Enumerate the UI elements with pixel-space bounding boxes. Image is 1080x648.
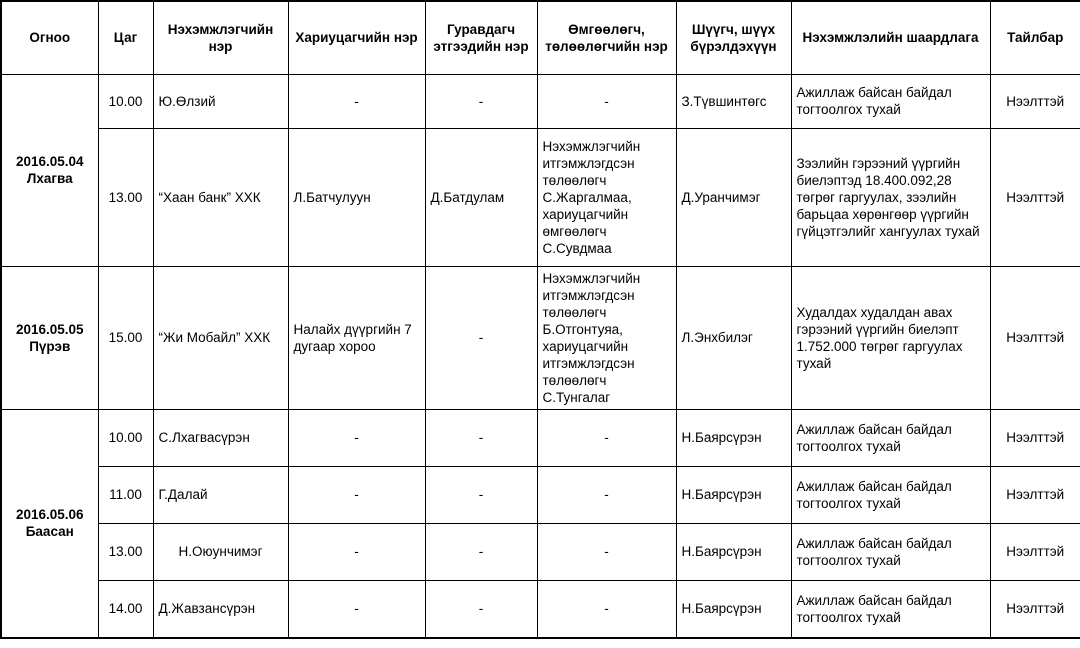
header-judge: Шүүгч, шүүх бүрэлдэхүүн xyxy=(676,1,791,74)
table-row xyxy=(1,128,1080,266)
table-row xyxy=(1,523,1080,580)
date-cell xyxy=(1,409,98,638)
header-plaintiff: Нэхэмжлэгчийн нэр xyxy=(153,1,288,74)
judge-cell: З.Түвшинтөгс xyxy=(676,74,791,128)
header-third-party: Гуравдагч этгээдийн нэр xyxy=(425,1,537,74)
plaintiff-cell: Ю.Өлзий xyxy=(153,74,288,128)
representative-cell: - xyxy=(537,74,676,128)
claim-cell: Ажиллаж байсан байдал тогтоолгох тухай xyxy=(791,74,990,128)
table-row xyxy=(1,580,1080,638)
representative-cell: - xyxy=(537,409,676,466)
judge-cell: Д.Уранчимэг xyxy=(676,128,791,266)
header-representative: Өмгөөлөгч, төлөөлөгчийн нэр xyxy=(537,1,676,74)
third-party-cell: - xyxy=(425,580,537,638)
header-claim: Нэхэмжлэлийн шаардлага xyxy=(791,1,990,74)
plaintiff-cell: “Жи Мобайл” ХХК xyxy=(153,266,288,409)
table-header-row xyxy=(1,1,1080,74)
header-date: Огноо xyxy=(1,1,98,74)
time-cell: 10.00 xyxy=(98,409,153,466)
time-cell: 14.00 xyxy=(98,580,153,638)
table-row xyxy=(1,74,1080,128)
note-cell: Нээлттэй xyxy=(990,409,1080,466)
third-party-cell: Д.Батдулам xyxy=(425,128,537,266)
defendant-cell: Налайх дүүргийн 7 дугаар хороо xyxy=(288,266,425,409)
claim-cell: Зээлийн гэрээний үүргийн биелэптэд 18.400.092,28 төгрөг гаргуулах, зээлийн барьцаа хөрөнгөөр үүргийн гүйцэтгэлийг хангуулах тухай xyxy=(791,128,990,266)
representative-cell: - xyxy=(537,466,676,523)
note-cell: Нээлттэй xyxy=(990,266,1080,409)
claim-cell: Ажиллаж байсан байдал тогтоолгох тухай xyxy=(791,409,990,466)
representative-cell: Нэхэмжлэгчийн итгэмжлэгдсэн төлөөлөгч Б.Отгонтуяа, хариуцагчийн итгэмжлэгдсэн төлөөлөгч С.Тунгалаг xyxy=(537,266,676,409)
time-cell: 10.00 xyxy=(98,74,153,128)
date-text: 2016.05.05 xyxy=(15,321,84,337)
date-cell xyxy=(1,266,98,409)
header-time: Цаг xyxy=(98,1,153,74)
third-party-cell: - xyxy=(425,523,537,580)
weekday-text: Баасан xyxy=(25,524,74,540)
plaintiff-cell: “Хаан банк” ХХК xyxy=(153,128,288,266)
header-defendant: Хариуцагчийн нэр xyxy=(288,1,425,74)
note-cell: Нээлттэй xyxy=(990,74,1080,128)
defendant-cell: Л.Батчулуун xyxy=(288,128,425,266)
table-row xyxy=(1,409,1080,466)
table-row xyxy=(1,466,1080,523)
time-cell: 13.00 xyxy=(98,523,153,580)
date-text: 2016.05.06 xyxy=(15,507,84,523)
note-cell: Нээлттэй xyxy=(990,523,1080,580)
defendant-cell: - xyxy=(288,466,425,523)
defendant-cell: - xyxy=(288,74,425,128)
representative-cell: Нэхэмжлэгчийн итгэмжлэгдсэн төлөөлөгч С.Жаргалмаа, хариуцагчийн өмгөөлөгч С.Сувдмаа xyxy=(537,128,676,266)
note-cell: Нээлттэй xyxy=(990,580,1080,638)
defendant-cell: - xyxy=(288,523,425,580)
judge-cell: Н.Баярсүрэн xyxy=(676,466,791,523)
judge-cell: Л.Энхбилэг xyxy=(676,266,791,409)
plaintiff-cell: Г.Далай xyxy=(153,466,288,523)
time-cell: 15.00 xyxy=(98,266,153,409)
claim-cell: Ажиллаж байсан байдал тогтоолгох тухай xyxy=(791,523,990,580)
time-cell: 11.00 xyxy=(98,466,153,523)
table-row xyxy=(1,266,1080,409)
defendant-cell: - xyxy=(288,409,425,466)
judge-cell: Н.Баярсүрэн xyxy=(676,523,791,580)
date-text: 2016.05.04 xyxy=(15,154,84,169)
plaintiff-cell: Н.Оюунчимэг xyxy=(153,523,288,580)
claim-cell: Ажиллаж байсан байдал тогтоолгох тухай xyxy=(791,466,990,523)
claim-cell: Худалдах худалдан авах гэрээний үүргийн биелэпт 1.752.000 төгрөг гаргуулах тухай xyxy=(791,266,990,409)
third-party-cell: - xyxy=(425,266,537,409)
representative-cell: - xyxy=(537,523,676,580)
date-cell xyxy=(1,74,98,266)
third-party-cell: - xyxy=(425,409,537,466)
representative-cell: - xyxy=(537,580,676,638)
judge-cell: Н.Баярсүрэн xyxy=(676,580,791,638)
defendant-cell: - xyxy=(288,580,425,638)
time-cell: 13.00 xyxy=(98,128,153,266)
third-party-cell: - xyxy=(425,466,537,523)
note-cell: Нээлттэй xyxy=(990,128,1080,266)
third-party-cell: - xyxy=(425,74,537,128)
plaintiff-cell: Д.Жавзансүрэн xyxy=(153,580,288,638)
claim-cell: Ажиллаж байсан байдал тогтоолгох тухай xyxy=(791,580,990,638)
plaintiff-cell: С.Лхагвасүрэн xyxy=(153,409,288,466)
header-note: Тайлбар xyxy=(990,1,1080,74)
weekday-text: Лхагва xyxy=(26,171,73,186)
judge-cell: Н.Баярсүрэн xyxy=(676,409,791,466)
note-cell: Нээлттэй xyxy=(990,466,1080,523)
weekday-text: Пүрэв xyxy=(29,338,71,354)
